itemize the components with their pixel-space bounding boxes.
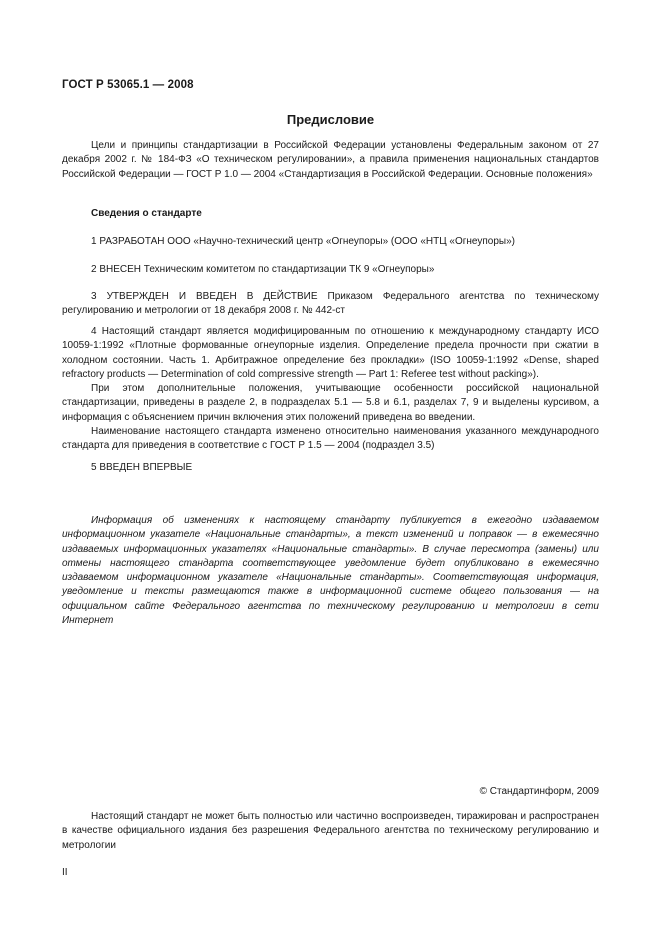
- item-4-paragraph-b: При этом дополнительные положения, учитывающие особенности российской национальной стандартизации, приведены в разделе 2, в подразделах 5.1 — 5.8 и 6.1, разделах 7, 9 и выделены курсивом, а информация с объяснением причин включения этих положений приведена во введении.: [62, 383, 599, 423]
- item-2: 2 ВНЕСЕН Техническим комитетом по стандартизации ТК 9 «Огнеупоры»: [91, 264, 435, 275]
- intro-section: [62, 139, 599, 182]
- item-4-paragraph-c: Наименование настоящего стандарта изменено относительно наименования указанного международного стандарта для приведения в соответствие с ГОСТ Р 1.5 — 2004 (подраздел 3.5): [62, 426, 599, 452]
- info-heading-block: [62, 207, 599, 221]
- item-1: 1 РАЗРАБОТАН ООО «Научно-технический центр «Огнеупоры» (ООО «НТЦ «Огнеупоры»): [91, 236, 515, 247]
- page-number: II: [62, 867, 68, 878]
- info-heading: Сведения о стандарте: [91, 208, 202, 219]
- copyright-line: © Стандартинформ, 2009: [479, 786, 599, 797]
- item-3: 3 УТВЕРЖДЕН И ВВЕДЕН В ДЕЙСТВИЕ Приказом Федерального агентства по техническому регулированию и метрологии от 18 декабря 2008 г. № 442-ст: [62, 291, 599, 317]
- notice-paragraph: Информация об изменениях к настоящему стандарту публикуется в ежегодно издаваемом информационном указателе «Национальные стандарты», а текст изменений и поправок — в ежемесячно издаваемых информационных указателях «Национальные стандарты». В случае пересмотра (замены) или отмены настоящего стандарта соответствующее уведомление будет опубликовано в ежемесячно издаваемом информационном указателе «Национальные стандарты». Соответствующая информация, уведомление и тексты размещаются также в информационной системе общего пользования — на официальном сайте Федерального агентства по техническому регулированию и метрологии в сети Интернет: [62, 515, 599, 627]
- item-5: 5 ВВЕДЕН ВПЕРВЫЕ: [91, 462, 193, 473]
- item-4-block: [62, 325, 599, 454]
- item-2-block: [62, 263, 599, 277]
- rights-block: [62, 810, 599, 853]
- item-3-block: [62, 290, 599, 319]
- notice-block: [62, 514, 599, 628]
- document-header: ГОСТ Р 53065.1 — 2008: [62, 79, 194, 91]
- item-5-block: [62, 461, 599, 475]
- page-title: Предисловие: [286, 112, 375, 127]
- item-4-paragraph-a: 4 Настоящий стандарт является модифицированным по отношению к международному стандарту ИСО 10059-1:1992 «Плотные формованные огнеупорные изделия. Определение предела прочности при сжатии в холодном состоянии. Часть 1. Арбитражное определение без прокладки» (ISO 10059-1:1992 «Dense, shaped refractory products — Determination of cold compressive strength — Part 1: Referee test without packing»).: [62, 326, 599, 380]
- intro-paragraph: Цели и принципы стандартизации в Российской Федерации установлены Федеральным законом от 27 декабря 2002 г. № 184-ФЗ «О техническом регулировании», а правила применения национальных стандартов Российской Федерации — ГОСТ Р 1.0 — 2004 «Стандартизация в Российской Федерации. Основные положения»: [62, 140, 599, 180]
- item-1-block: [62, 235, 599, 249]
- rights-paragraph: Настоящий стандарт не может быть полностью или частично воспроизведен, тиражирован и распространен в качестве официального издания без разрешения Федерального агентства по техническому регулированию и метрологии: [62, 811, 599, 851]
